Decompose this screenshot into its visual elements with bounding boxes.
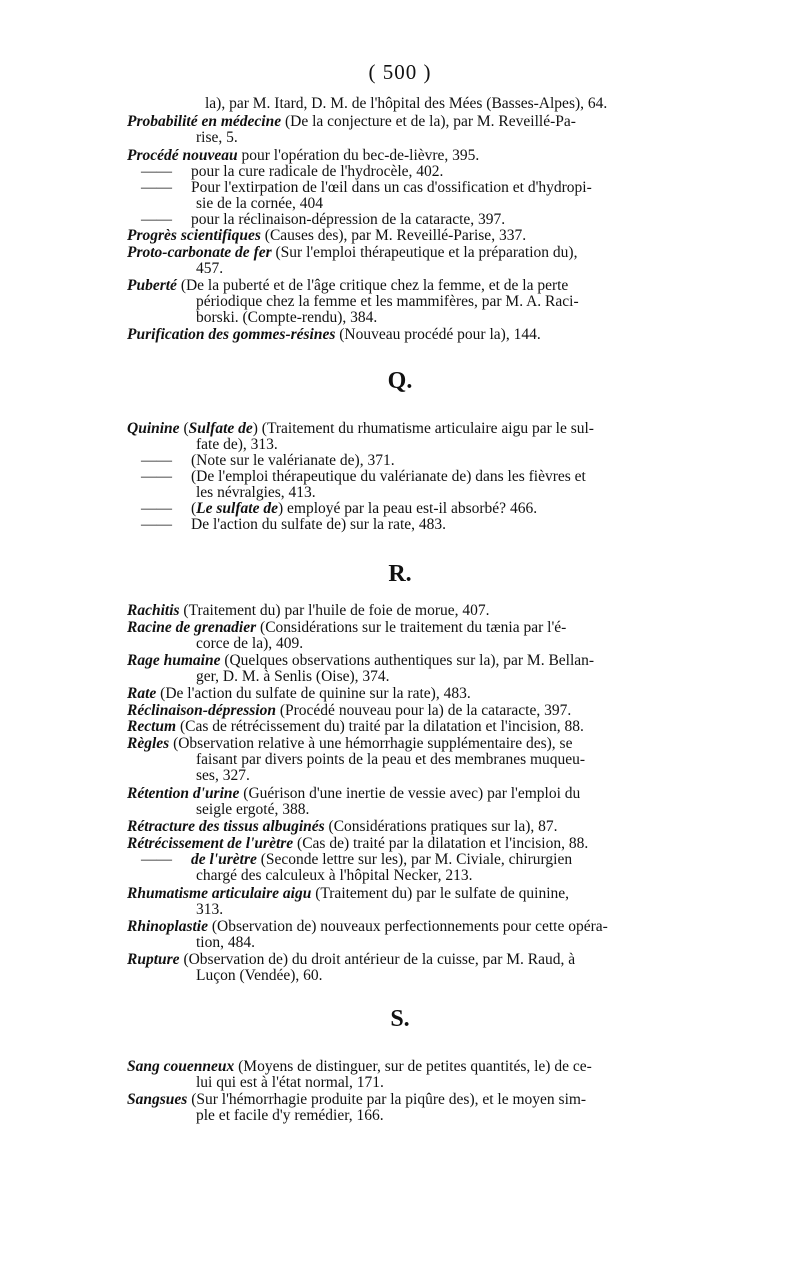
entry-term: Rhinoplastie xyxy=(127,918,208,935)
entry-term: Puberté xyxy=(127,277,177,294)
entry-term: Procédé nouveau xyxy=(127,147,238,164)
index-entry: Rhumatisme articulaire aigu (Traitement du) par le sulfate de quinine, 313. xyxy=(127,885,569,918)
index-entry: la), par M. Itard, D. M. de l'hôpital des Mées (Basses-Alpes), 64. xyxy=(205,95,608,112)
index-entry: Rhinoplastie (Observation de) nouveaux perfectionnements pour cette opéra- tion, 484. xyxy=(127,918,608,951)
index-entry: Sang couenneux (Moyens de distinguer, sur de petites quantités, le) de ce- lui qui est à l'état normal, 171. xyxy=(127,1058,592,1091)
entry-term: Proto-carbonate de fer xyxy=(127,244,272,261)
entry-term: Rage humaine xyxy=(127,652,221,669)
section-letter-s: S. xyxy=(390,1006,410,1032)
entry-term: Rétracture des tissus albuginés xyxy=(127,818,325,835)
index-entry: Racine de grenadier (Considérations sur le traitement du tænia par l'é- corce de la), 409. xyxy=(127,619,567,652)
index-entry: Probabilité en médecine (De la conjecture et de la), par M. Reveillé-Pa- rise, 5. xyxy=(127,113,576,146)
entry-term: Probabilité en médecine xyxy=(127,113,282,130)
section-letter-q: Q. xyxy=(387,368,413,394)
index-entry: Quinine (Sulfate de) (Traitement du rhumatisme articulaire aigu par le sul- fate de), 313. —— (Note sur le valérianate de), 371. —— (De l'emploi thérapeutique du valérianate de) dans les fièvres et les névralgies, 413. —— (Le sulfate de) employé par la peau est-il absorbé? 466. —— De l'action du sulfate de) sur la rate, 483. xyxy=(127,420,594,533)
entry-term: Racine de grenadier xyxy=(127,619,257,636)
entry-term: Rachitis xyxy=(127,602,180,619)
page-number: ( 500 ) xyxy=(368,60,432,84)
index-entry: Réclinaison-dépression (Procédé nouveau pour la) de la cataracte, 397. xyxy=(127,702,572,719)
index-entry: Procédé nouveau pour l'opération du bec-de-lièvre, 395. —— pour la cure radicale de l'hydrocèle, 402. —— Pour l'extirpation de l'œil dans un cas d'ossification et d'hydropi- sie de la cornée, 404 —— pour la réclinaison-dépression de la cataracte, 397. xyxy=(127,147,592,228)
index-entry: Règles (Observation relative à une hémorrhagie supplémentaire des), se faisant par divers points de la peau et des membranes muqueu- ses, 327. xyxy=(127,735,586,784)
index-entry: Rachitis (Traitement du) par l'huile de foie de morue, 407. xyxy=(127,602,490,619)
index-entry: Purification des gommes-résines (Nouveau procédé pour la), 144. xyxy=(127,326,541,343)
entry-term: Réclinaison-dépression xyxy=(127,702,276,719)
entry-term: Sang couenneux xyxy=(127,1058,235,1075)
entry-term: Rhumatisme articulaire aigu xyxy=(127,885,312,902)
index-entry: Rétention d'urine (Guérison d'une inertie de vessie avec) par l'emploi du seigle ergoté, 388. xyxy=(127,785,581,818)
entry-term: Progrès scientifiques xyxy=(127,227,261,244)
index-entry: Puberté (De la puberté et de l'âge critique chez la femme, et de la perte périodique chez la femme et les mammifères, par M. A. Raci- borski. (Compte-rendu), 384. xyxy=(127,277,579,326)
section-letter-r: R. xyxy=(388,561,412,587)
index-entry: Rage humaine (Quelques observations authentiques sur la), par M. Bellan- ger, D. M. à Senlis (Oise), 374. xyxy=(127,652,595,685)
entry-term: Rétrécissement de l'urètre xyxy=(127,835,294,852)
index-entry: Progrès scientifiques (Causes des), par M. Reveillé-Parise, 337. xyxy=(127,227,527,244)
entry-term: Règles xyxy=(127,735,170,752)
entry-term: Rectum xyxy=(127,718,177,735)
entry-term: Sangsues xyxy=(127,1091,188,1108)
index-entry: Rétrécissement de l'urètre (Cas de) traité par la dilatation et l'incision, 88. —— de l'urètre (Seconde lettre sur les), par M. Civiale, chirurgien chargé des calculeux à l'hôpital Necker, 213. xyxy=(127,835,589,884)
index-entry: Proto-carbonate de fer (Sur l'emploi thérapeutique et la préparation du), 457. xyxy=(127,244,578,277)
entry-term: Rupture xyxy=(127,951,180,968)
index-entry: Rétracture des tissus albuginés (Considérations pratiques sur la), 87. xyxy=(127,818,558,835)
index-entry: Rupture (Observation de) du droit antérieur de la cuisse, par M. Raud, à Luçon (Vendée), 60. xyxy=(127,951,576,984)
entry-term: Quinine xyxy=(127,420,180,437)
index-entry: Sangsues (Sur l'hémorrhagie produite par la piqûre des), et le moyen sim- ple et facile d'y remédier, 166. xyxy=(127,1091,587,1124)
entry-term: Purification des gommes-résines xyxy=(127,326,336,343)
index-entry: Rate (De l'action du sulfate de quinine sur la rate), 483. xyxy=(127,685,471,702)
entry-term: Rétention d'urine xyxy=(127,785,240,802)
index-entry: Rectum (Cas de rétrécissement du) traité par la dilatation et l'incision, 88. xyxy=(127,718,584,735)
entry-term: Rate xyxy=(127,685,157,702)
